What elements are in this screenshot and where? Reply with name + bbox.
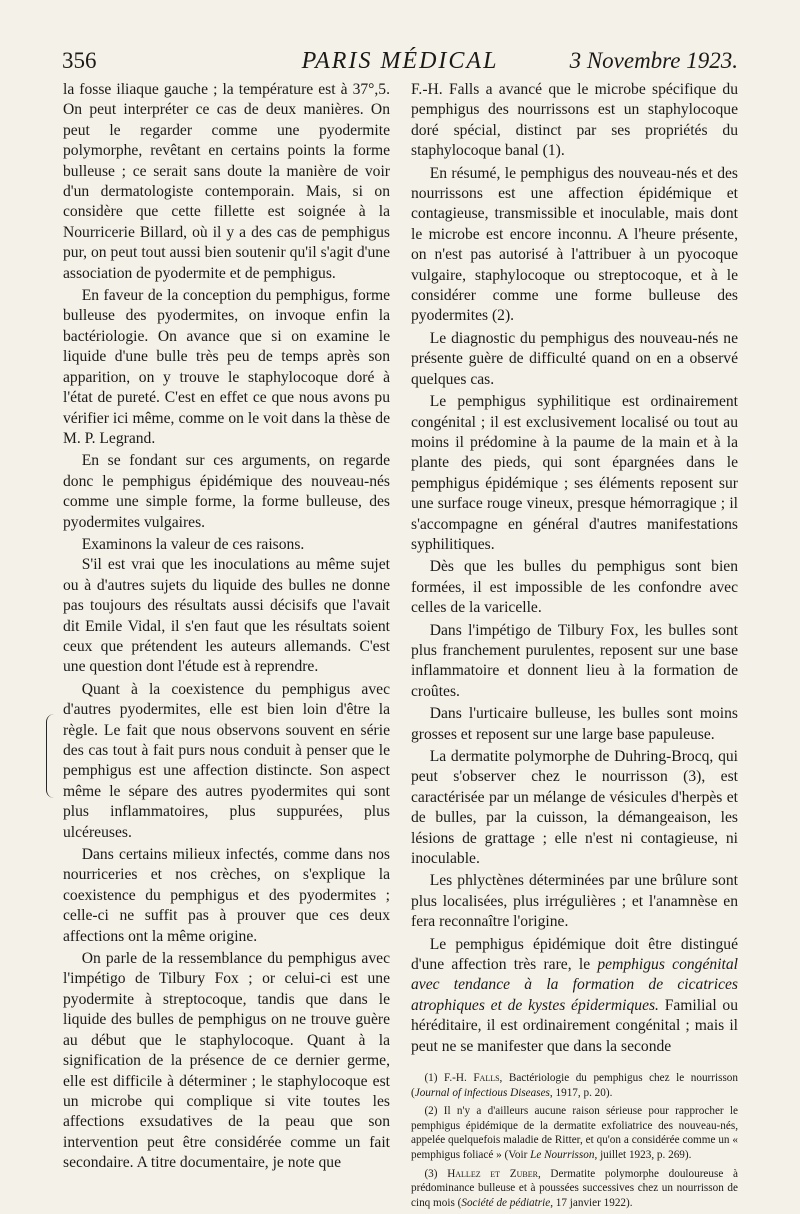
journal-name: Société de pédiatrie xyxy=(461,1196,551,1209)
left-column xyxy=(63,80,390,1174)
paragraph: Quant à la coexistence du pemphigus avec d'autres pyodermites, elle est bien loin d'être la règle. Le fait que nous observons souvent en série des cas tout à fait purs nous conduit à penser que le pemphigus est une affection distincte. Son aspect même le sépare des autres pyodermites qui sont plus inflammatoires, plus suppurées, plus ulcéreuses. xyxy=(63,680,390,841)
paragraph: Dans l'urticaire bulleuse, les bulles sont moins grosses et reposent sur une large base papuleuse. xyxy=(411,705,738,743)
paragraph: S'il est vrai que les inoculations au même sujet ou à d'autres sujets du liquide des bulles ne donne pas toujours des résultats aussi décisifs que l'avait dit Emile Vidal, il s'en faut que les résultats soient ceux que prétendent les auteurs allemands. C'est une question dont l'étude est à reprendre. xyxy=(63,556,390,676)
text-run: , 17 janvier 1922). xyxy=(550,1196,633,1209)
paragraph: Dès que les bulles du pemphigus sont bien formées, il est impossible de les confondre avec celles de la varicelle. xyxy=(411,558,738,617)
paragraph: En résumé, le pemphigus des nouveau-nés et des nourrissons est une affection épidémique et contagieuse, transmissible et inoculable, mais dont le microbe est encore inconnu. A l'heure présente, on n'est pas autorisé à l'attribuer à un pyocoque vulgaire, staphylocoque ou streptocoque, et à le considérer comme une forme bulleuse des pyodermites (2). xyxy=(411,164,738,325)
text-run: , Dermatite polymorphe douloureuse à prédominance bulleuse et à poussées successives chez un nourrisson de cinq mois ( xyxy=(411,1167,738,1209)
paragraph: Le pemphigus syphilitique est ordinairement congénital ; il est exclusivement localisé ou tout au moins il prédomine à la paume de la main et à la plante des pieds, qui sont épargnées dans le pemphigus épidémique ; ses éléments reposent sur une surface rouge vineux, presque hémorragique ; il s'accompagne en général d'autres manifestations syphilitiques. xyxy=(411,393,738,553)
paragraph: En faveur de la conception du pemphigus, forme bulleuse des pyodermites, on invoque enfin la bactériologie. On avance que si on examine le liquide d'une bulle très peu de temps après son apparition, on y trouve le staphylocoque doré à l'état de pureté. C'est en effet ce que nous avons pu vérifier ici même, comme on le voit dans la thèse de M. P. Legrand. xyxy=(63,287,390,447)
italic-run: pemphigus congénital avec tendance à la formation de cicatrices atrophiques et de kystes épidermiques. xyxy=(411,956,738,1014)
footnote-3 xyxy=(411,1167,738,1211)
footnotes xyxy=(411,1067,738,1210)
text-run: , Bactériologie du pemphigus chez le nourrisson ( xyxy=(411,1072,738,1099)
text-run: (1) xyxy=(424,1072,445,1085)
text-run: (3) xyxy=(424,1167,448,1180)
footnote-1 xyxy=(411,1071,738,1100)
right-column xyxy=(411,80,738,1214)
text-run: , 1917, p. 20). xyxy=(549,1086,613,1099)
paragraph: Examinons la valeur de ces raisons. xyxy=(81,535,305,553)
paragraph: Dans certains milieux infectés, comme dans nos nourriceries et nos crèches, on s'explique la coexistence du pemphigus et des pyodermites ; celle-ci ne suffit pas à prouver que ces deux affections ont la même origine. xyxy=(63,846,390,945)
paragraph: Dans l'impétigo de Tilbury Fox, les bulles sont plus franchement purulentes, reposent sur une base inflammatoire et donnent lieu à la formation de croûtes. xyxy=(411,621,738,700)
text-run: (2) Il n'y a d'ailleurs aucune raison sérieuse pour rapprocher le pemphigus épidémique de la dermatite exfoliatrice des nouveau-nés, appelée quelquefois maladie de Ritter, et qu'on a considérée comme un « pemphigus foliacé » (Voir xyxy=(411,1105,738,1162)
issue-date: 3 Novembre 1923. xyxy=(569,48,738,73)
journal-name: Journal of infectious Diseases xyxy=(414,1086,550,1099)
paragraph-last xyxy=(411,935,738,1057)
author: Hallez et Zuber xyxy=(447,1167,538,1180)
text-run: Le pemphigus épidémique doit être distingué d'une affection très rare, le xyxy=(411,935,738,974)
paragraph: la fosse iliaque gauche ; la température est à 37°,5. On peut interpréter ce cas de deux manières. On peut le regarder comme une pyodermite polymorphe, revêtant en certains points la forme bulleuse ; ce serait sans doute la manière de voir d'un dermatologiste contemporain. Mais, si on considère que cette fillette est soignée à la Nourricerie Billard, où il y a des cas de pemphigus pur, on peut tout aussi bien soutenir qu'il s'agit d'une association de pyodermite et de pemphigus. xyxy=(63,81,390,282)
author: F.-H. Falls xyxy=(444,1072,500,1085)
text-run: Familial ou héréditaire, il est ordinairement congénital ; mais il peut ne se manifester que dans la seconde xyxy=(411,996,738,1055)
page-header xyxy=(62,44,738,78)
paragraph: En se fondant sur ces arguments, on regarde donc le pemphigus épidémique des nouveau-nés comme une simple forme, la forme bulleuse, des pyodermites vulgaires. xyxy=(63,452,390,531)
footnote-2 xyxy=(411,1104,738,1162)
page-number: 356 xyxy=(62,48,97,73)
paragraph: Le diagnostic du pemphigus des nouveau-nés ne présente guère de difficulté quand on en a observé quelques cas. xyxy=(411,329,738,388)
paragraph: La dermatite polymorphe de Duhring-Brocq, qui peut s'observer chez le nourrisson (3), est caractérisée par un mélange de vésicules d'herpès et de bulles, par la cuisson, la démangeaison, les lésions de grattage ; elle n'est ni contagieuse, ni inoculable. xyxy=(411,748,738,868)
margin-bracket xyxy=(46,714,61,798)
paragraph: Les phlyctènes déterminées par une brûlure sont plus localisées, plus irrégulières ; et l'anamnèse en fera reconnaître l'origine. xyxy=(411,872,738,931)
journal-name: Le Nourrisson xyxy=(530,1149,595,1162)
journal-title: PARIS MÉDICAL xyxy=(301,48,499,74)
paragraph: On parle de la ressemblance du pemphigus avec l'impétigo de Tilbury Fox ; or celui-ci est une pyodermite à streptocoque, tandis que dans le liquide des bulles de pemphigus on ne trouve guère au début que le staphylocoque. Quant à la signification de la présence de ce dernier germe, elle est difficile à déterminer ; le staphylocoque est un microbe qui complique si vite toutes les affections exsudatives de la peau que son intervention peut être considérée comme un fait secondaire. A titre documentaire, je note que xyxy=(63,950,390,1172)
text-run: , juillet 1923, p. 269). xyxy=(594,1149,692,1162)
paragraph: F.-H. Falls a avancé que le microbe spécifique du pemphigus des nourrissons est un staphylocoque doré spécial, distinct par ses propriétés du staphylocoque banal (1). xyxy=(411,81,738,160)
